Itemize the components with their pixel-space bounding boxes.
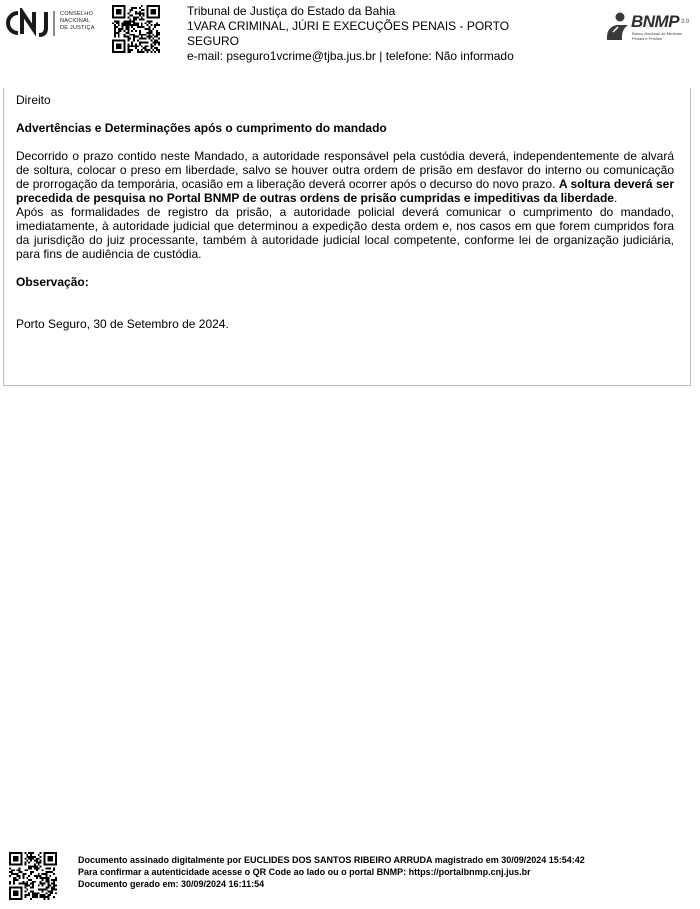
cnj-logo	[4, 8, 104, 40]
label-direito: Direito	[16, 93, 51, 107]
paragraph-1-text: Decorrido o prazo contido neste Mandado, a autoridade responsável pela custódia deverá, independentemente de alvará de soltura, colocar o preso em liberdade, salvo se houver outra ordem de prisão em desfavor do interno ou comunicação de prorrogação da temporária, ocasião em a liberação deverá ocorrer após o decurso do novo prazo.	[16, 149, 674, 191]
bnmp-subtitle: Banco Nacional de Medidas Penais e Prisões	[632, 31, 682, 41]
paragraph-1-bold: A soltura deverá ser precedida de pesquisa no Portal BNMP de outras ordens de prisão cumpridas e impeditivas da liberdade	[16, 177, 674, 205]
bnmp-version: 3.0	[681, 19, 690, 25]
qr-code-icon[interactable]	[112, 5, 160, 53]
court-info	[187, 4, 547, 64]
paragraph-2: Após as formalidades de registro da prisão, a autoridade policial deverá comunicar o cumprimento do mandado, imediatamente, à autoridade judicial que determinou a expedição desta ordem e, nos casos em que forem cumpridos fora da jurisdição do juiz processante, também à autoridade judicial local competente, conforme lei de organização judiciária, para fins de audiência de custódia.	[16, 205, 674, 261]
footer-verify: Para confirmar a autenticidade acesse o QR Code ao lado ou o portal BNMP: https://portalbnmp.cnj.jus.br	[78, 867, 531, 877]
court-unit: 1VARA CRIMINAL, JÚRI E EXECUÇÕES PENAIS - PORTO SEGURO	[187, 19, 510, 48]
cnj-line-3: DE JUSTIÇA	[60, 25, 95, 31]
qr-code-icon[interactable]	[9, 852, 57, 900]
content-box	[3, 88, 691, 386]
document-header	[0, 0, 700, 88]
cnj-logo-icon	[4, 8, 58, 38]
paragraph-1	[16, 149, 674, 205]
date-line: Porto Seguro, 30 de Setembro de 2024.	[16, 317, 229, 331]
section-title: Advertências e Determinações após o cumprimento do mandado	[16, 121, 387, 135]
cnj-line-1: CONSELHO	[60, 11, 93, 17]
footer-signed-by: Documento assinado digitalmente por EUCLIDES DOS SANTOS RIBEIRO ARRUDA magistrado em 30/09/2024 15:54:42	[78, 855, 585, 865]
bnmp-logo-icon	[604, 12, 630, 42]
cnj-line-2: NACIONAL	[60, 18, 91, 24]
bnmp-word: BNMP	[631, 12, 680, 31]
court-name: Tribunal de Justiça do Estado da Bahia	[187, 4, 396, 18]
footer-generated: Documento gerado em: 30/09/2024 16:11:54	[78, 879, 265, 889]
observacao-label: Observação:	[16, 275, 89, 289]
court-contact: e-mail: pseguro1vcrime@tjba.jus.br | telefone: Não informado	[187, 49, 514, 63]
signature-footer	[78, 854, 688, 890]
paragraph-1-end: .	[613, 191, 618, 205]
content-inner	[16, 93, 674, 331]
cnj-logo-text	[60, 11, 106, 32]
bnmp-logo	[604, 12, 694, 44]
